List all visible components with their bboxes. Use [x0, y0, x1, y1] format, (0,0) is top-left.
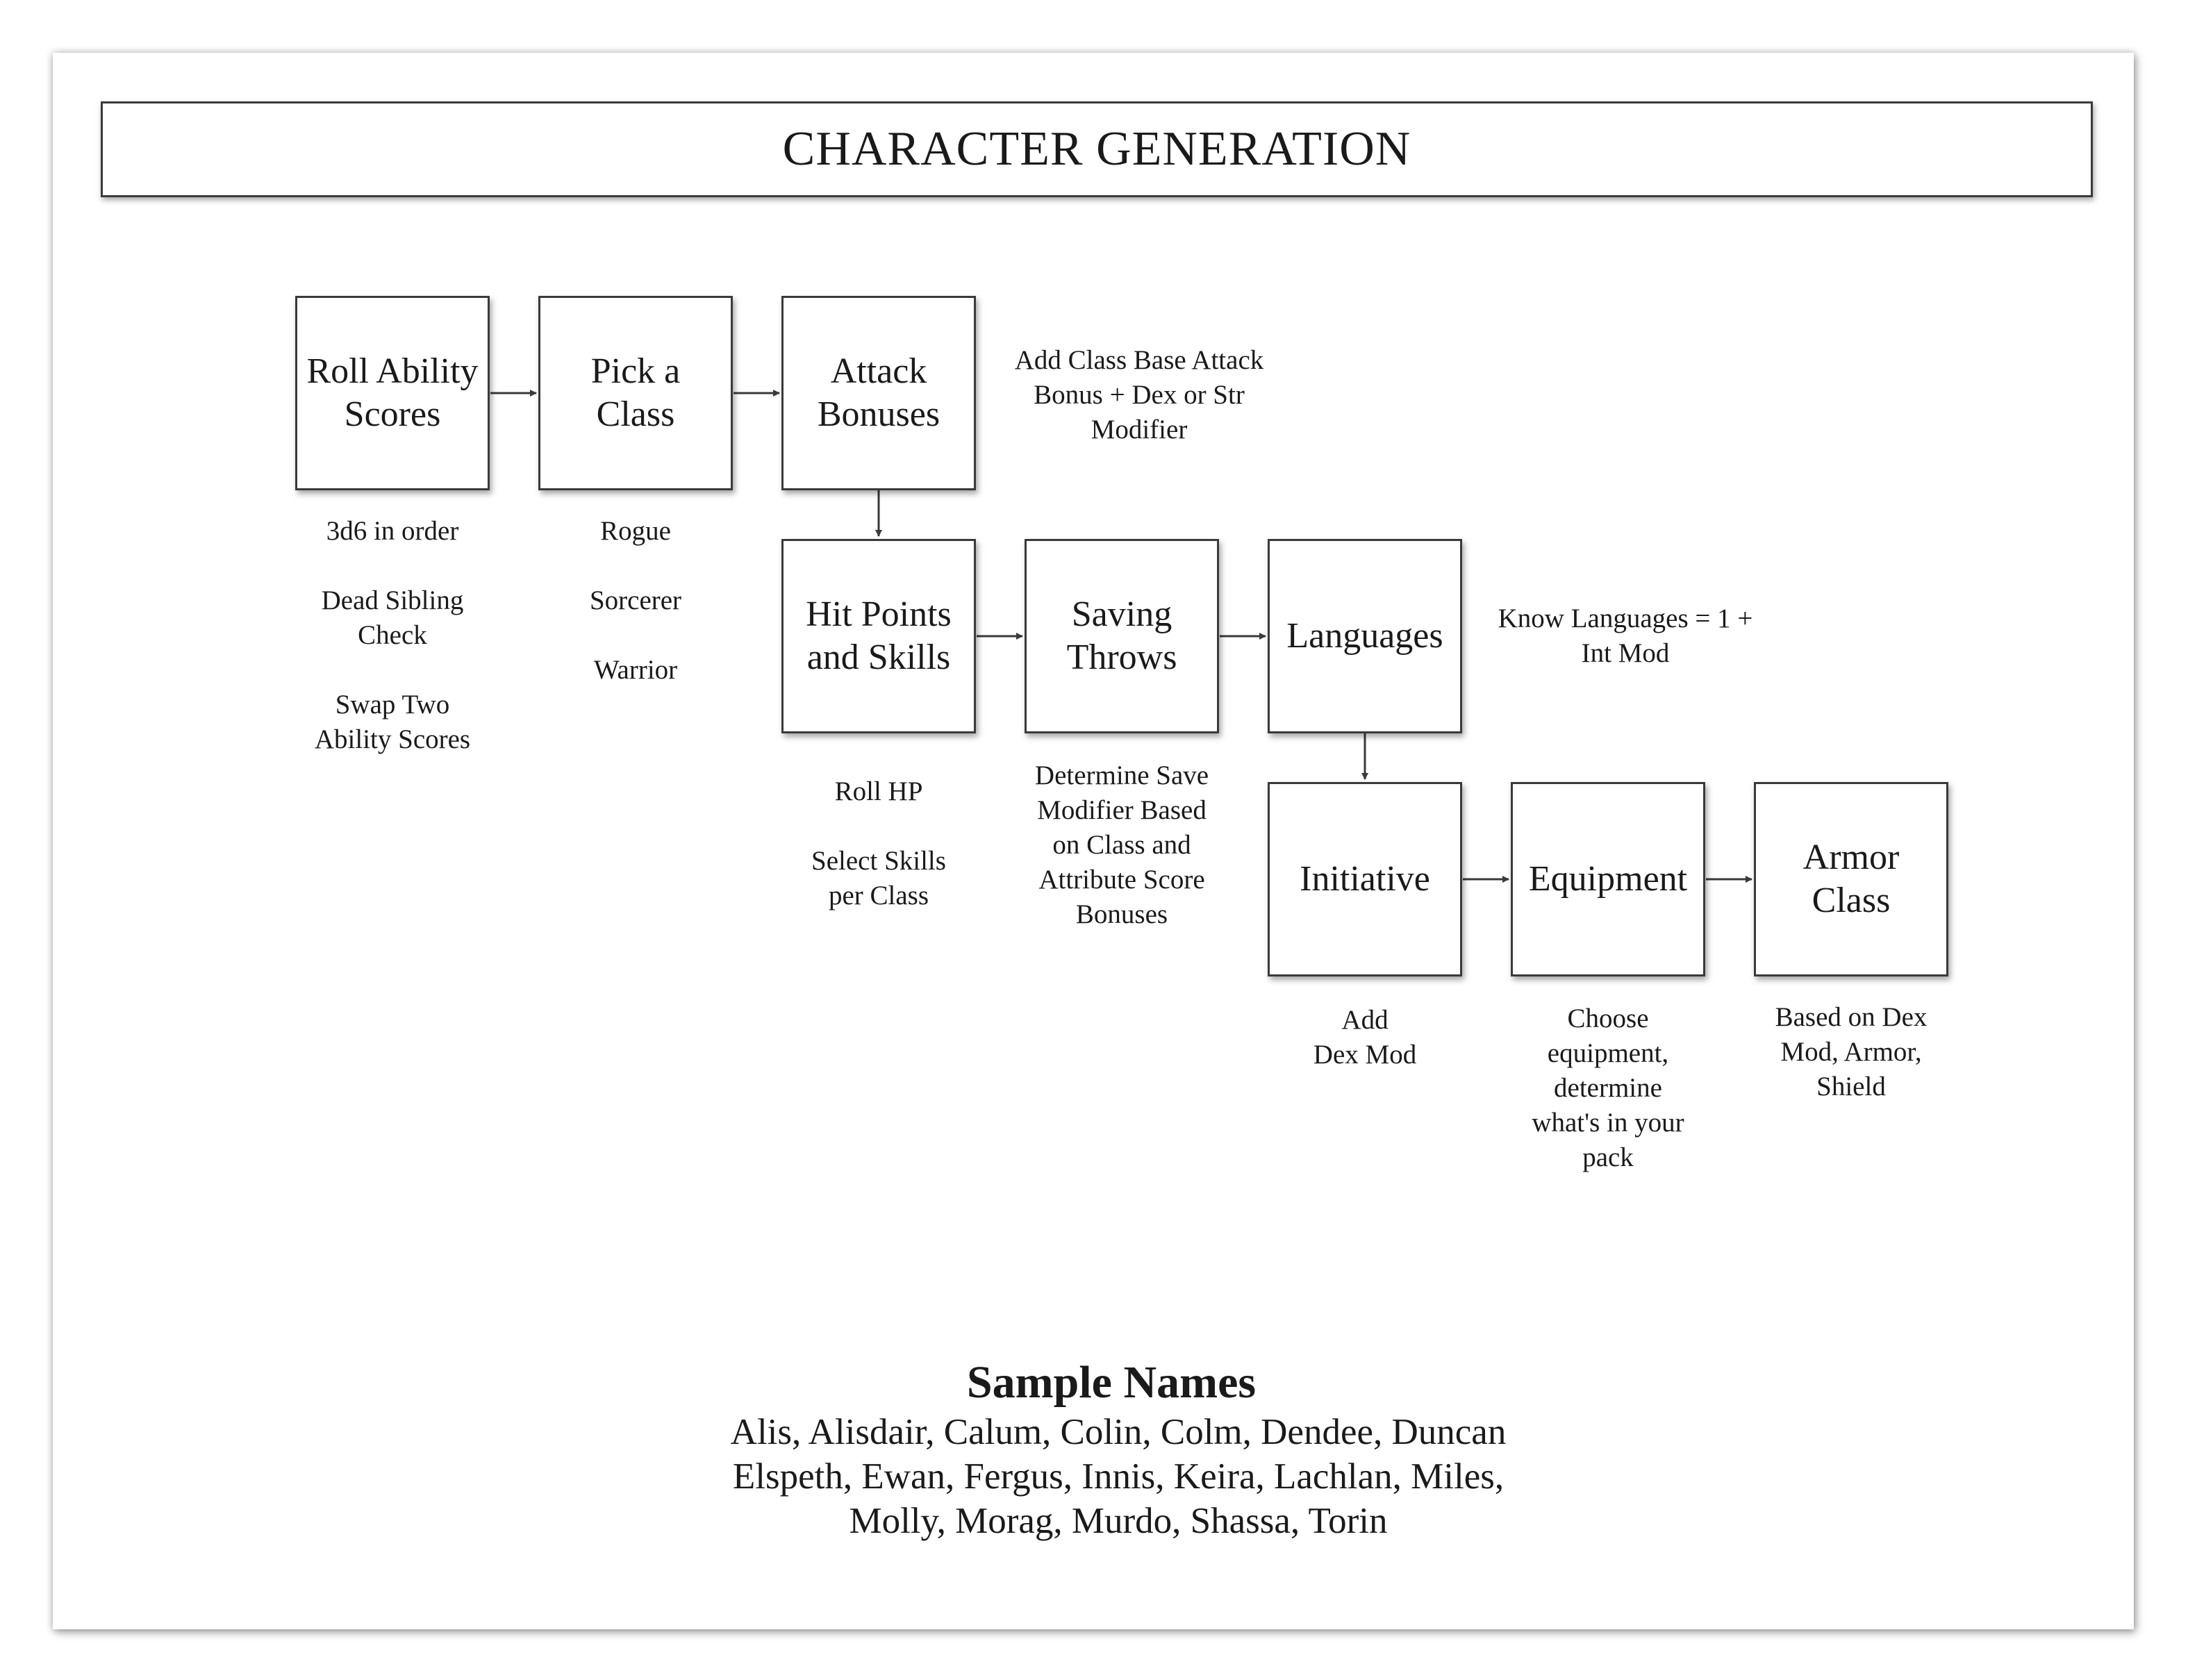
step-label: Initiative	[1300, 859, 1430, 899]
step-label: Languages	[1286, 616, 1443, 656]
note-initiative: Add Dex Mod	[1313, 1005, 1417, 1070]
step-hit-points-and-skills	[781, 539, 976, 733]
note-pick-a-class: Rogue Sorcerer Warrior	[589, 516, 682, 685]
step-label: Hit Points and Skills	[806, 594, 952, 677]
sample-names-heading: Sample Names	[966, 1357, 1257, 1408]
page-title: CHARACTER GENERATION	[782, 122, 1411, 176]
note-attack-bonuses: Add Class Base Attack Bonus + Dex or Str Modifier	[1014, 345, 1264, 444]
step-attack-bonuses	[781, 296, 976, 490]
step-label: Pick a Class	[590, 351, 681, 434]
step-roll-ability-scores	[295, 296, 490, 490]
step-label: Equipment	[1528, 859, 1688, 899]
step-initiative	[1268, 782, 1462, 976]
sample-names-list: Alis, Alisdair, Calum, Colin, Colm, Dendee, Duncan Elspeth, Ewan, Fergus, Innis, Keira, Lachlan, Miles, Molly, Morag, Murdo, Shassa, Torin	[730, 1412, 1507, 1541]
note-languages: Know Languages = 1 + Int Mod	[1498, 604, 1753, 668]
step-pick-a-class	[538, 296, 733, 490]
step-label: Saving Throws	[1066, 594, 1177, 677]
note-roll-ability-scores: 3d6 in order Dead Sibling Check Swap Two Ability Scores	[314, 516, 471, 754]
note-equipment: Choose equipment, determine what's in your pack	[1532, 1004, 1684, 1172]
note-hit-points-and-skills: Roll HP Select Skills per Class	[811, 776, 946, 910]
step-armor-class	[1754, 782, 1948, 976]
step-label: Attack Bonuses	[817, 351, 940, 434]
note-saving-throws: Determine Save Modifier Based on Class and Attribute Score Bonuses	[1034, 760, 1209, 929]
note-armor-class: Based on Dex Mod, Armor, Shield	[1775, 1002, 1928, 1101]
step-label: Armor Class	[1802, 838, 1900, 920]
step-label: Roll Ability Scores	[306, 351, 479, 434]
step-equipment	[1511, 782, 1705, 976]
step-languages	[1268, 539, 1462, 733]
step-saving-throws	[1025, 539, 1219, 733]
